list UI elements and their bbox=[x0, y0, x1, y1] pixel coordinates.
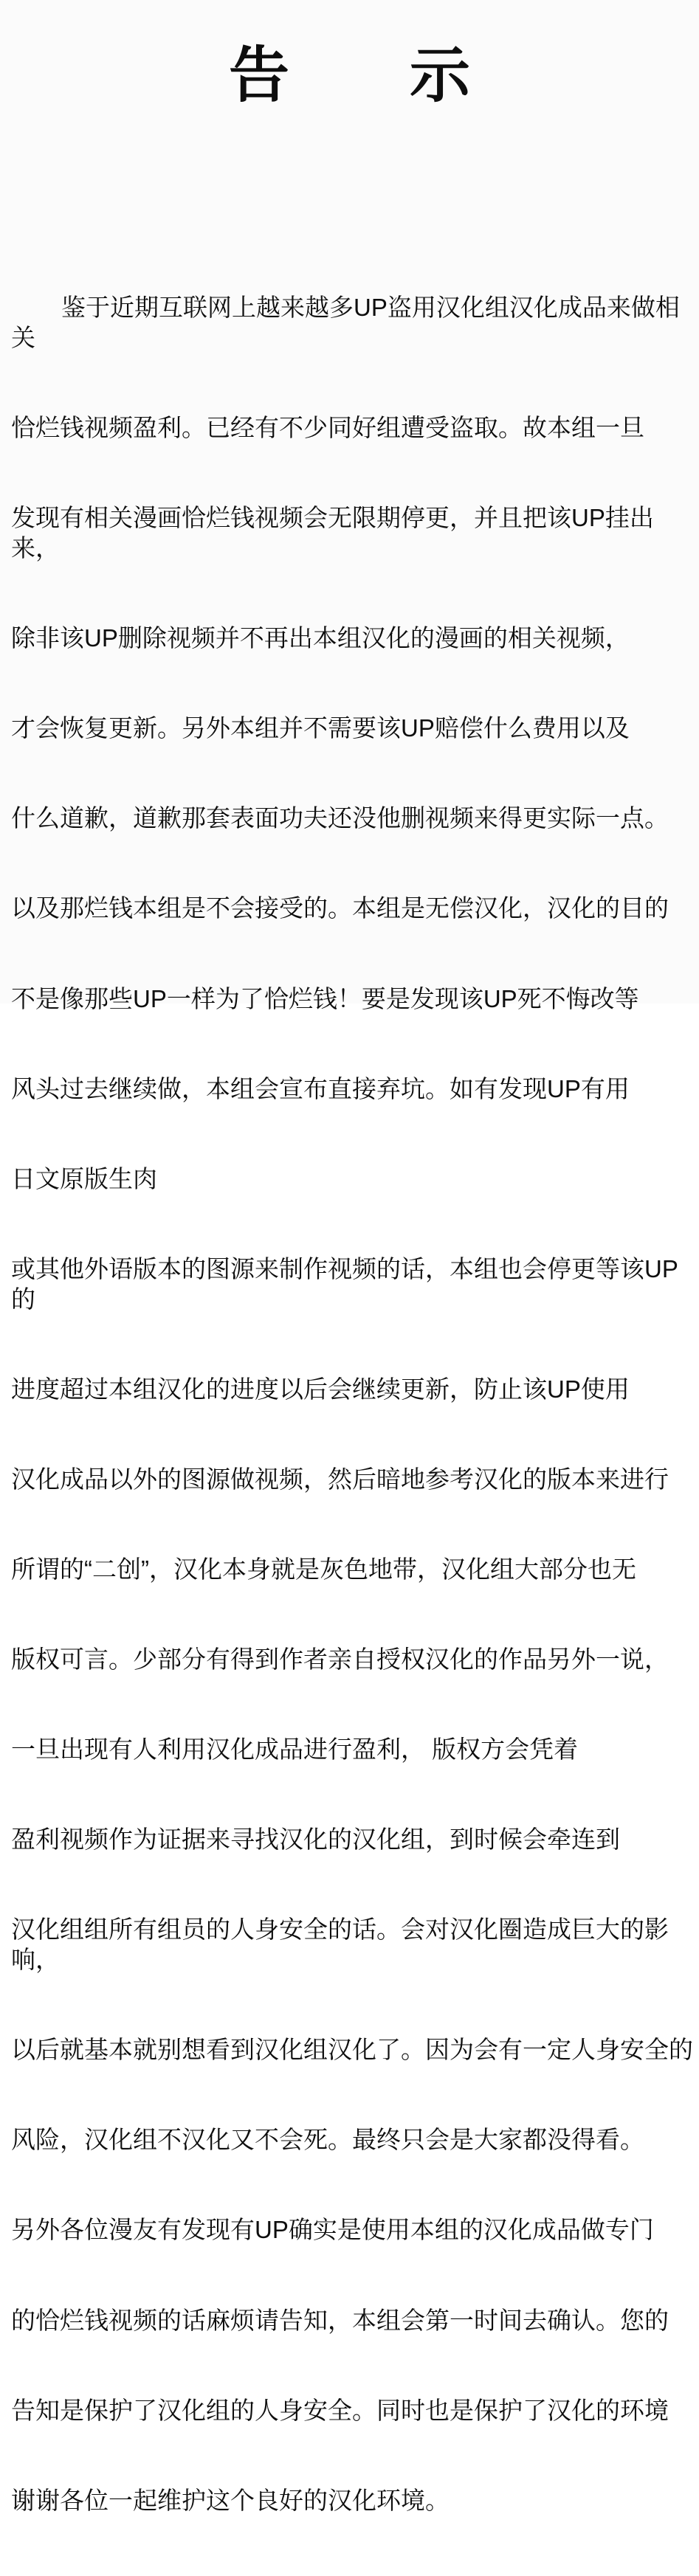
notice-line: 风头过去继续做，本组会宣布直接弃坑。如有发现UP有用 bbox=[11, 1074, 630, 1102]
notice-line: 所谓的“二创”，汉化本身就是灰色地带，汉化组大部分也无 bbox=[11, 1555, 636, 1583]
notice-line: 以及那烂钱本组是不会接受的。本组是无偿汉化，汉化的目的 bbox=[11, 894, 669, 922]
notice-line: 谢谢各位一起维护这个良好的汉化环境。 bbox=[11, 2486, 450, 2514]
title-char-right: 示 bbox=[410, 42, 471, 109]
notice-line: 告知是保护了汉化组的人身安全。同时也是保护了汉化的环境 bbox=[11, 2396, 669, 2424]
notice-line: 鉴于近期互联网上越来越多UP盗用汉化组汉化成品来做相关 bbox=[11, 294, 680, 352]
notice-line: 日文原版生肉 bbox=[11, 1164, 157, 1192]
notice-line: 什么道歉，道歉那套表面功夫还没他删视频来得更实际一点。 bbox=[11, 804, 669, 832]
notice-line: 才会恢复更新。另外本组并不需要该UP赔偿什么费用以及 bbox=[11, 714, 630, 742]
notice-line: 除非该UP删除视频并不再出本组汉化的漫画的相关视频， bbox=[11, 624, 630, 652]
notice-line: 的恰烂钱视频的话麻烦请告知，本组会第一时间去确认。您的 bbox=[11, 2306, 669, 2334]
notice-line: 汉化成品以外的图源做视频，然后暗地参考汉化的版本来进行 bbox=[11, 1465, 669, 1493]
notice-line: 或其他外语版本的图源来制作视频的话，本组也会停更等该UP的 bbox=[11, 1254, 678, 1313]
notice-line: 汉化组组所有组员的人身安全的话。会对汉化圈造成巨大的影响， bbox=[11, 1916, 669, 1974]
notice-line: 发现有相关漫画恰烂钱视频会无限期停更，并且把该UP挂出来， bbox=[11, 504, 654, 562]
notice-line: 进度超过本组汉化的进度以后会继续更新，防止该UP使用 bbox=[11, 1375, 630, 1403]
notice-line: 恰烂钱视频盈利。已经有不少同好组遭受盗取。故本组一旦 bbox=[11, 414, 644, 442]
notice-line: 另外各位漫友有发现有UP确实是使用本组的汉化成品做专门 bbox=[11, 2216, 654, 2244]
notice-line: 一旦出现有人利用汉化成品进行盈利， 版权方会凭着 bbox=[11, 1736, 579, 1764]
notice-line: 风险，汉化组不汉化又不会死。最终只会是大家都没得看。 bbox=[11, 2126, 644, 2154]
notice-body bbox=[11, 233, 695, 2576]
notice-line: 版权可言。少部分有得到作者亲自授权汉化的作品另外一说， bbox=[11, 1646, 669, 1674]
notice-line: 不是像那些UP一样为了恰烂钱！要是发现该UP死不悔改等 bbox=[11, 984, 639, 1012]
notice-line: 盈利视频作为证据来寻找汉化的汉化组，到时候会牵连到 bbox=[11, 1826, 620, 1854]
page-title bbox=[0, 42, 699, 109]
notice-line: 以后就基本就别想看到汉化组汉化了。因为会有一定人身安全的 bbox=[11, 2036, 693, 2064]
title-char-left: 告 bbox=[228, 42, 289, 109]
